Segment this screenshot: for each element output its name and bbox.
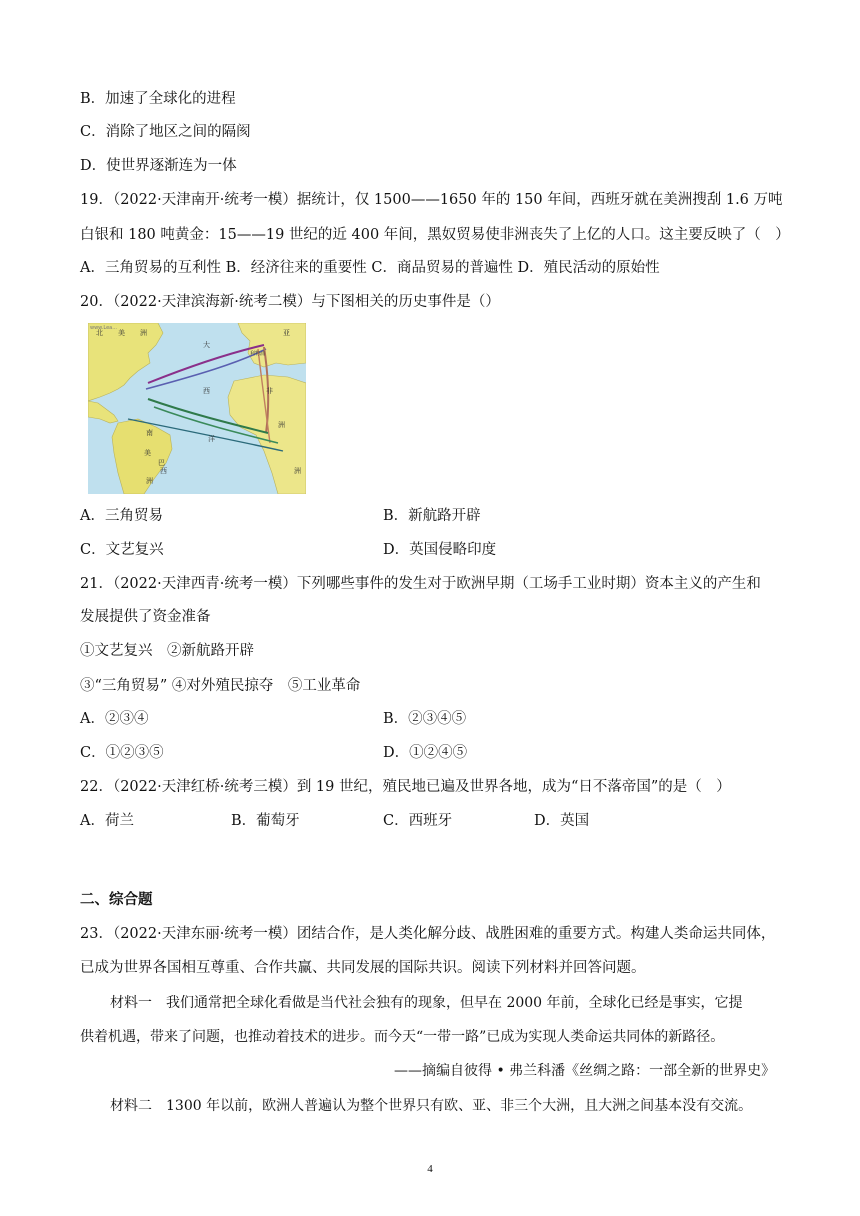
q21-option-b: B．②③④⑤	[383, 711, 467, 727]
svg-text:www.Lea...: www.Lea...	[90, 325, 118, 331]
material-2-line1: 材料二 1300 年以前，欧洲人普遍认为整个世界只有欧、亚、非三个大洲，且大洲之间基本没有交流。	[110, 1098, 753, 1114]
q22-stem: 22．（2022·天津红桥·统考三模）到 19 世纪，殖民地已遍及世界各地，成为“日不落帝国”的是（ ）	[80, 779, 731, 795]
svg-text:北: 北	[96, 329, 103, 337]
q21-option-d: D．①②④⑤	[383, 745, 468, 761]
q23-stem-line2: 已成为世界各国相互尊重、合作共赢、共同发展的国际共识。阅读下列材料并回答问题。	[80, 960, 646, 976]
q19-stem-line2: 白银和 180 吨黄金：15——19 世纪的近 400 年间，黑奴贸易使非洲丧失了上亿的人口。这主要反映了（ ）	[80, 227, 790, 243]
q21-stem-line1: 21．（2022·天津西青·统考一模）下列哪些事件的发生对于欧洲早期（工场手工业时期）资本主义的产生和	[80, 576, 761, 592]
q18-option-d: D．使世界逐渐连为一体	[80, 158, 237, 174]
svg-text:美: 美	[144, 449, 151, 457]
svg-text:西: 西	[160, 467, 167, 475]
q20-option-a: A．三角贸易	[80, 508, 163, 524]
svg-text:洲: 洲	[140, 329, 147, 337]
svg-text:洲: 洲	[294, 467, 301, 475]
section-heading: 二、综合题	[80, 892, 153, 908]
q18-option-c: C．消除了地区之间的隔阂	[80, 124, 251, 140]
q23-stem-line1: 23．（2022·天津东丽·统考一模）团结合作，是人类化解分歧、战胜困难的重要方式。构建人类命运共同体，	[80, 926, 776, 942]
q21-items-line1: ①文艺复兴 ②新航路开辟	[80, 643, 254, 659]
q22-option-a: A．荷兰	[80, 813, 134, 829]
svg-text:巴: 巴	[158, 459, 165, 467]
q22-option-b: B．葡萄牙	[231, 813, 300, 829]
svg-text:非: 非	[266, 387, 273, 395]
q20-option-c: C．文艺复兴	[80, 542, 164, 558]
svg-text:洋: 洋	[208, 435, 215, 443]
q21-option-a: A．②③④	[80, 711, 149, 727]
material-1-source: ——摘编自彼得 • 弗兰科潘《丝绸之路：一部全新的世界史》	[394, 1063, 776, 1079]
svg-text:洲: 洲	[146, 477, 153, 485]
q18-option-b: B．加速了全球化的进程	[80, 91, 236, 107]
svg-text:南: 南	[146, 429, 153, 437]
q21-items-line2: ③“三角贸易” ④对外殖民掠夺 ⑤工业革命	[80, 678, 361, 694]
q20-option-b: B．新航路开辟	[383, 508, 481, 524]
triangle-trade-map	[88, 323, 306, 494]
svg-text:大: 大	[203, 341, 210, 349]
page-number: 4	[427, 1163, 433, 1175]
q21-stem-line2: 发展提供了资金准备	[80, 609, 211, 625]
q19-options: A．三角贸易的互利性 B．经济往来的重要性 C．商品贸易的普遍性 D．殖民活动的原始性	[80, 260, 660, 276]
svg-text:亚: 亚	[283, 329, 290, 337]
q22-option-c: C．西班牙	[383, 813, 453, 829]
svg-text:西: 西	[203, 387, 210, 395]
material-1-line1: 材料一 我们通常把全球化看做是当代社会独有的现象，但早在 2000 年前，全球化已经是事实，它提	[110, 995, 743, 1011]
material-1-line2: 供着机遇，带来了问题，也推动着技术的进步。而今天“一带一路”已成为实现人类命运共同体的新路径。	[80, 1029, 725, 1045]
svg-text:利物浦: 利物浦	[250, 351, 266, 357]
svg-text:美: 美	[118, 329, 125, 337]
q20-stem: 20．（2022·天津滨海新·统考二模）与下图相关的历史事件是（）	[80, 294, 500, 310]
q20-option-d: D．英国侵略印度	[383, 542, 497, 558]
q19-stem-line1: 19．（2022·天津南开·统考一模）据统计，仅 1500——1650 年的 150 年间，西班牙就在美洲搜刮 1.6 万吨	[80, 192, 783, 208]
q21-option-c: C．①②③⑤	[80, 745, 164, 761]
q22-option-d: D．英国	[534, 813, 590, 829]
svg-text:洲: 洲	[278, 421, 285, 429]
